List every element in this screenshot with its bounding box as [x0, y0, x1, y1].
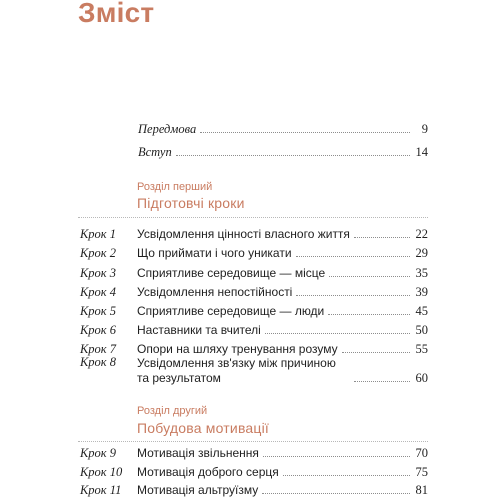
- step-label: Крок 6: [80, 323, 117, 337]
- leader-dots: [265, 333, 410, 334]
- leader-dots: [354, 237, 410, 238]
- toc-entry-step-9: [0, 445, 500, 461]
- step-label: Крок 9: [80, 446, 117, 460]
- toc-entry-step-4: [0, 284, 500, 300]
- entry-title-line: та результатом: [137, 371, 221, 385]
- entry-title: Що приймати і чого уникати: [137, 246, 292, 260]
- entry-title-line: Усвідомлення зв'язку між причиною: [137, 356, 336, 370]
- toc-entry-introduction: [0, 144, 500, 160]
- section-title: Підготовчі кроки: [137, 195, 245, 211]
- toc-entry-step-10: [0, 464, 500, 480]
- step-label: Крок 7: [80, 342, 117, 356]
- step-label: Крок 11: [80, 483, 122, 497]
- leader-dots: [328, 314, 410, 315]
- entry-title: Опори на шляху тренування розуму: [137, 342, 338, 356]
- entry-title: Передмова: [138, 122, 197, 136]
- leader-dots: [342, 352, 410, 353]
- entry-title: Мотивація альтруїзму: [137, 483, 259, 497]
- entry-title: Сприятливе середовище — місце: [137, 266, 326, 280]
- toc-entry-step-3: [0, 265, 500, 281]
- step-label: Крок 2: [80, 246, 117, 260]
- page-number: 45: [415, 304, 428, 318]
- page-number: 35: [415, 266, 428, 280]
- entry-title: Наставники та вчителі: [137, 323, 261, 337]
- toc-entry-step-11: [0, 482, 500, 498]
- toc-entry-step-1: [0, 226, 500, 242]
- step-label: Крок 5: [80, 304, 117, 318]
- section-label: Розділ перший: [137, 181, 213, 193]
- entry-title: Усвідомлення цінності власного життя: [137, 227, 350, 241]
- page-number: 55: [415, 342, 428, 356]
- toc-entry-step-8: [0, 354, 500, 385]
- section-label: Розділ другий: [137, 405, 208, 417]
- step-label: Крок 8: [80, 355, 117, 369]
- leader-dots: [296, 256, 410, 257]
- page-number: 75: [415, 465, 428, 479]
- leader-dots: [296, 295, 410, 296]
- section-divider: [78, 217, 428, 218]
- toc-entry-step-5: [0, 303, 500, 319]
- section-divider: [78, 441, 428, 442]
- leader-dots: [329, 276, 410, 277]
- entry-title: Вступ: [138, 145, 172, 159]
- leader-dots: [354, 381, 410, 382]
- entry-title: Мотивація доброго серця: [137, 465, 279, 479]
- section-title: Побудова мотивації: [137, 420, 270, 436]
- page-number: 14: [415, 145, 428, 159]
- entry-title: Усвідомлення непостійності: [137, 285, 293, 299]
- toc-entry-preface: [0, 121, 500, 137]
- page-number: 50: [415, 323, 428, 337]
- toc-entry-step-6: [0, 322, 500, 338]
- page-number: 22: [415, 227, 428, 241]
- leader-dots: [283, 475, 410, 476]
- step-label: Крок 3: [80, 266, 117, 280]
- page-number: 70: [415, 446, 428, 460]
- leader-dots: [263, 456, 410, 457]
- step-label: Крок 1: [80, 227, 117, 241]
- leader-dots: [200, 132, 410, 133]
- step-label: Крок 10: [80, 465, 123, 479]
- page-number: 81: [415, 483, 428, 497]
- entry-title: [137, 356, 350, 386]
- step-label: Крок 4: [80, 285, 117, 299]
- leader-dots: [262, 493, 410, 494]
- page-number: 39: [415, 285, 428, 299]
- entry-title: Мотивація звільнення: [137, 446, 259, 460]
- leader-dots: [176, 155, 410, 156]
- page-number: 9: [421, 122, 428, 136]
- entry-title: Сприятливе середовище — люди: [137, 304, 325, 318]
- page-number: 29: [415, 246, 428, 260]
- toc-entry-step-2: [0, 245, 500, 261]
- page-number: 60: [415, 371, 428, 385]
- page-title: Зміст: [78, 0, 155, 28]
